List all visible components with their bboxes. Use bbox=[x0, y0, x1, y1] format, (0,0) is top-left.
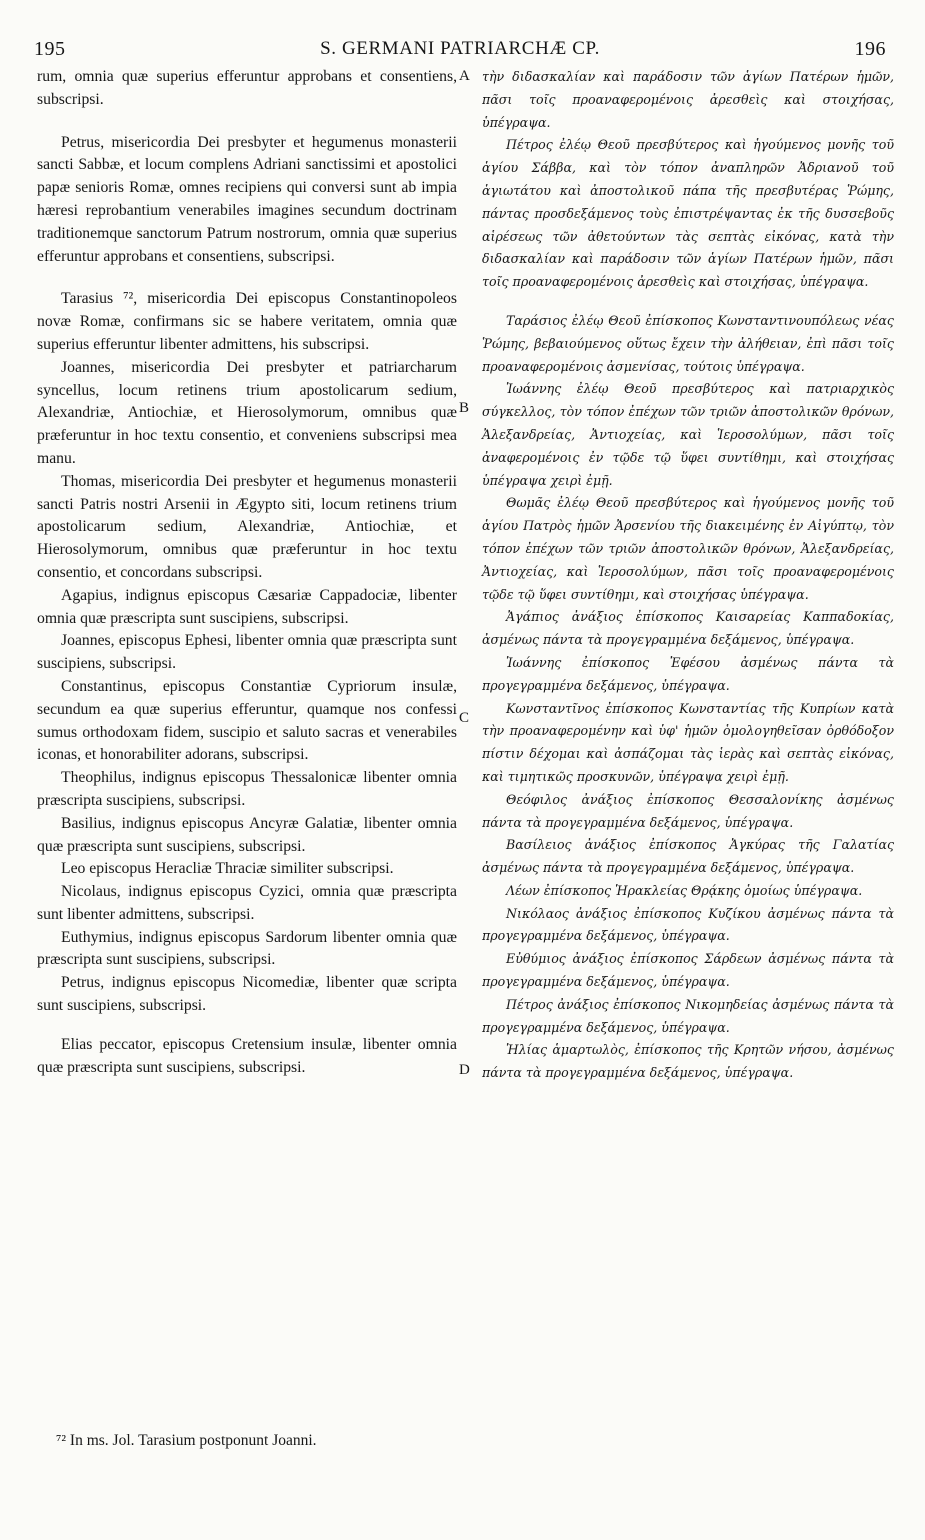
margin-marker-b: B bbox=[459, 400, 470, 416]
latin-paragraph: Petrus, misericordia Dei presbyter et hegumenus monasterii sancti Sabbæ, et locum complens Adriani sanctissimi et apostolici papæ senioris Romæ, omnes recipiens qui conversi sunt ab impia hæresi reprobantium venerabiles imagines secundum doctrinam traditionemque sanctorum Patrum nostrorum, omnia quæ superius efferuntur approbans et consentiens, subscripsi. bbox=[37, 133, 457, 265]
page-header bbox=[34, 38, 886, 64]
margin-marker-d: D bbox=[459, 1062, 470, 1078]
greek-paragraph: Ἀγάπιος ἀνάξιος ἐπίσκοπος Καισαρείας Καππαδοκίας, ἀσμένως πάντα τὰ προγεγραμμένα δεξάμενος, ὑπέγραψα. bbox=[482, 609, 894, 648]
greek-paragraph: Βασίλειος ἀνάξιος ἐπίσκοπος Ἀγκύρας τῆς Γαλατίας ἀσμένως πάντα τὰ προγεγραμμένα δεξάμενος, ὑπέγραψα. bbox=[482, 837, 894, 876]
page-number-right: 196 bbox=[854, 38, 886, 60]
greek-paragraph: τὴν διδασκαλίαν καὶ παράδοσιν τῶν ἁγίων Πατέρων ἡμῶν, πᾶσι τοῖς προαναφερομένοις ἀρεσθεὶς καὶ στοιχήσας, ὑπέγραψα. bbox=[482, 69, 894, 130]
page-number-left: 195 bbox=[34, 38, 66, 60]
latin-column bbox=[37, 66, 457, 1079]
latin-paragraph: Tarasius ⁷², misericordia Dei episcopus Constantinopoleos novæ Romæ, confirmans sic se habere veritatem, omnia quæ superius efferuntur libenter admittens, his subscripsi. bbox=[37, 290, 457, 353]
greek-paragraph: Κωνσταντῖνος ἐπίσκοπος Κωνσταντίας τῆς Κυπρίων κατὰ τὴν προαναφερομένην καὶ ὑφ' ἡμῶν ὁμολογηθεῖσαν ὀρθόδοξον πίστιν δέχομαι καὶ ἀσπάζομαι τὰς ἱερὰς καὶ σεπτὰς εἰκόνας, καὶ τιμητικῶς προσκυνῶν, ὑπέγραψα χειρὶ ἐμῇ. bbox=[482, 700, 894, 784]
latin-paragraph: Leo episcopus Heracliæ Thraciæ similiter subscripsi. bbox=[61, 860, 394, 878]
margin-marker-c: C bbox=[459, 710, 470, 726]
latin-paragraph: Euthymius, indignus episcopus Sardorum libenter omnia quæ præscripta sunt suscipiens, subscripsi. bbox=[37, 928, 457, 969]
latin-paragraph: Petrus, indignus episcopus Nicomediæ, libenter quæ scripta sunt suscipiens, subscripsi. bbox=[37, 974, 457, 1015]
latin-paragraph: Constantinus, episcopus Constantiæ Cypriorum insulæ, secundum ea quæ superius efferuntur, quamque nos confessi sumus orthodoxam fidem, suscipio et saluto sacras et venerabiles iconas, et honorabiliter adorans, subscripsi. bbox=[37, 677, 457, 764]
greek-paragraph: Πέτρος ἀνάξιος ἐπίσκοπος Νικομηδείας ἀσμένως πάντα τὰ προγεγραμμένα δεξάμενος, ὑπέγραψα. bbox=[482, 996, 894, 1035]
latin-paragraph: Theophilus, indignus episcopus Thessalonicæ libenter omnia præscripta suscipiens, subscripsi. bbox=[37, 769, 457, 809]
greek-paragraph: Θωμᾶς ἐλέῳ Θεοῦ πρεσβύτερος καὶ ἡγούμενος μονῆς τοῦ ἁγίου Πατρὸς ἡμῶν Ἀρσενίου τῆς διακειμένης ἐν Αἰγύπτῳ, τὸν τόπον ἐπέχων τῶν τριῶν ἀποστολικῶν θρόνων, Ἀλεξανδρείας, Ἀντιοχείας, καὶ Ἱεροσολύμων, πᾶσι τοῖς προαναφερομένοις τῷδε τῷ ὕφει συντίθημι, καὶ στοιχήσας ὑπέγραψα. bbox=[482, 495, 894, 602]
greek-paragraph: Ἠλίας ἁμαρτωλὸς, ἐπίσκοπος τῆς Κρητῶν νήσου, ἀσμένως πάντα τὰ προγεγραμμένα δεξάμενος, ὑπέγραψα. bbox=[482, 1042, 894, 1081]
latin-paragraph: Elias peccator, episcopus Cretensium insulæ, libenter omnia quæ præscripta sunt suscipiens, subscripsi. bbox=[37, 1035, 457, 1076]
latin-paragraph: Joannes, episcopus Ephesi, libenter omnia quæ præscripta sunt suscipiens, subscripsi. bbox=[37, 632, 457, 673]
running-title: S. GERMANI PATRIARCHÆ CP. bbox=[320, 38, 600, 59]
greek-paragraph: Εὐθύμιος ἀνάξιος ἐπίσκοπος Σάρδεων ἀσμένως πάντα τὰ προγεγραμμένα δεξάμενος, ὑπέγραψα. bbox=[482, 951, 894, 990]
greek-paragraph: Λέων ἐπίσκοπος Ἡρακλείας Θρᾴκης ὁμοίως ὑπέγραψα. bbox=[506, 882, 863, 898]
latin-paragraph: Agapius, indignus episcopus Cæsariæ Cappadociæ, libenter omnia quæ præscripta sunt suscipiens, subscripsi. bbox=[37, 586, 457, 627]
greek-paragraph: Πέτρος ἐλέῳ Θεοῦ πρεσβύτερος καὶ ἡγούμενος μονῆς τοῦ ἁγίου Σάββα, καὶ τὸν τόπον ἀναπληρῶν Ἀδριανοῦ τοῦ ἁγιωτάτου καὶ ἀποστολικοῦ πάπα τῆς πρεσβυτέρας Ῥώμης, πάντας προσδεξάμενος τοὺς ἐπιστρέψαντας ἐκ τῆς δυσσεβοῦς αἱρέσεως τῶν ἀθετούντων τὰς σεπτὰς εἰκόνας, κατὰ τὴν διδασκαλίαν καὶ παράδοσιν τῶν ἁγίων Πατέρων ἡμῶν, πᾶσι τοῖς προαναφερομένοις ἀρεσθεὶς καὶ στοιχήσας, ὑπέγραψα. bbox=[482, 137, 894, 290]
greek-paragraph: Ἰωάννης ἐπίσκοπος Ἐφέσου ἀσμένως πάντα τὰ προγεγραμμένα δεξάμενος, ὑπέγραψα. bbox=[482, 654, 894, 693]
greek-paragraph: Νικόλαος ἀνάξιος ἐπίσκοπος Κυζίκου ἀσμένως πάντα τὰ προγεγραμμένα δεξάμενος, ὑπέγραψα. bbox=[482, 905, 894, 944]
greek-paragraph: Ταράσιος ἐλέῳ Θεοῦ ἐπίσκοπος Κωνσταντινουπόλεως νέας Ῥώμης, βεβαιούμενος οὕτως ἔχειν τὴν ἀλήθειαν, ἐπὶ πᾶσι τοῖς προαναφερομένοις ἀσμενίσας, τούτοις ὑπέγραψα. bbox=[482, 312, 894, 374]
footnote: ⁷² In ms. Jol. Tarasium postponunt Joanni. bbox=[56, 1432, 317, 1449]
greek-paragraph: Ἰωάννης ἐλέῳ Θεοῦ πρεσβύτερος καὶ πατριαρχικὸς σύγκελλος, τὸν τόπον ἐπέχων τῶν τριῶν ἀποστολικῶν θρόνων, Ἀλεξανδρείας, Ἀντιοχείας, καὶ Ἱεροσολύμων, πᾶσι τοῖς ἀναφερομένοις ἐν τῷδε τῷ ὕφει συντίθημι, καὶ στοιχήσας ὑπέγραψα χειρὶ ἐμῇ. bbox=[482, 381, 894, 488]
greek-paragraph: Θεόφιλος ἀνάξιος ἐπίσκοπος Θεσσαλονίκης ἀσμένως πάντα τὰ προγεγραμμένα δεξάμενος, ὑπέγραψα. bbox=[482, 791, 894, 830]
margin-marker-a: A bbox=[459, 68, 470, 84]
latin-paragraph: Nicolaus, indignus episcopus Cyzici, omnia quæ præscripta sunt libenter admittens, subscripsi. bbox=[37, 883, 457, 923]
latin-paragraph: Basilius, indignus episcopus Ancyræ Galatiæ, libenter omnia quæ præscripta sunt suscipiens, subscripsi. bbox=[37, 814, 457, 855]
latin-paragraph: Thomas, misericordia Dei presbyter et hegumenus monasterii sancti Patris nostri Arsenii in Ægypto siti, locum retinens trium apostolicarum sedium, Alexandriæ, Antiochiæ, et Hierosolymorum, omnibus quæ præferuntur in hoc textu consentio, et concordans subscripsi. bbox=[37, 472, 457, 581]
latin-paragraph: Joannes, misericordia Dei presbyter et patriarcharum syncellus, locum retinens trium apostolicarum sedium, Alexandriæ, Antiochiæ, et Hierosolymorum, omnibus quæ præferuntur in hoc textu consentio, et conveniens subscripsi mea manu. bbox=[37, 358, 457, 467]
latin-paragraph: rum, omnia quæ superius efferuntur approbans et consentiens, subscripsi. bbox=[37, 68, 457, 108]
greek-column bbox=[482, 66, 894, 1085]
